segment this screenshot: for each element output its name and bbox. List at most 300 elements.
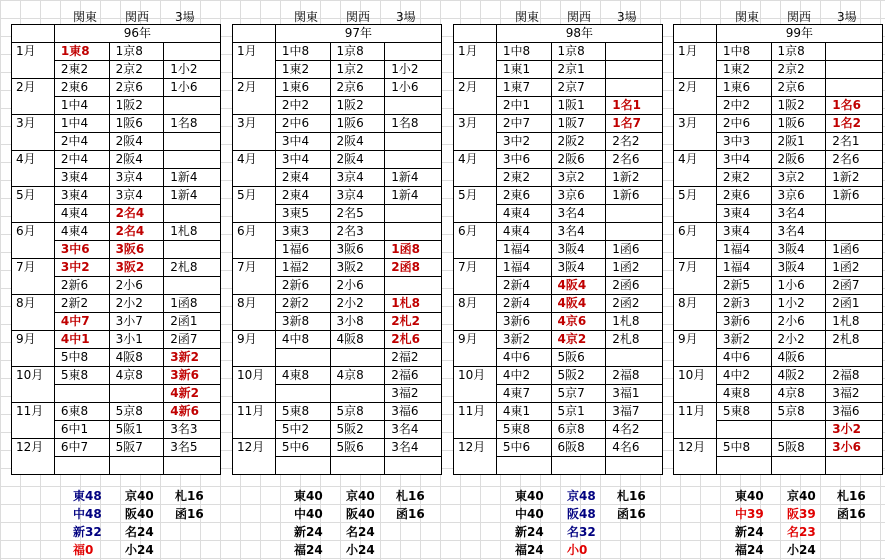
month-cell[interactable] bbox=[674, 97, 717, 115]
kansai-cell[interactable]: 5京1 bbox=[551, 403, 606, 421]
kanto-cell[interactable]: 3中2 bbox=[496, 133, 551, 151]
table-row[interactable] bbox=[233, 277, 442, 295]
kanto-cell[interactable]: 4中2 bbox=[496, 367, 551, 385]
table-row[interactable] bbox=[674, 457, 883, 475]
month-cell[interactable] bbox=[233, 97, 276, 115]
month-cell[interactable] bbox=[454, 61, 497, 79]
kanto-cell[interactable]: 2東2 bbox=[496, 169, 551, 187]
table-row[interactable] bbox=[454, 421, 663, 439]
third-venue-cell[interactable]: 2函7 bbox=[826, 277, 883, 295]
month-cell[interactable]: 7月 bbox=[233, 259, 276, 277]
month-cell[interactable]: 1月 bbox=[454, 43, 497, 61]
third-venue-cell[interactable]: 1函6 bbox=[826, 241, 883, 259]
kansai-cell[interactable]: 2名4 bbox=[109, 205, 164, 223]
month-cell[interactable]: 12月 bbox=[233, 439, 276, 457]
month-cell[interactable]: 5月 bbox=[12, 187, 55, 205]
table-row[interactable] bbox=[233, 295, 442, 313]
month-cell[interactable]: 9月 bbox=[12, 331, 55, 349]
kansai-cell[interactable]: 3名4 bbox=[771, 205, 826, 223]
third-venue-cell[interactable]: 4新2 bbox=[164, 385, 221, 403]
third-venue-cell[interactable] bbox=[385, 277, 442, 295]
table-row[interactable] bbox=[12, 133, 221, 151]
third-venue-cell[interactable] bbox=[385, 151, 442, 169]
table-row[interactable] bbox=[674, 439, 883, 457]
kansai-cell[interactable]: 5京8 bbox=[109, 403, 164, 421]
month-cell[interactable] bbox=[12, 385, 55, 403]
third-venue-cell[interactable] bbox=[826, 349, 883, 367]
kanto-cell[interactable]: 2新3 bbox=[716, 295, 771, 313]
third-venue-cell[interactable]: 3新2 bbox=[164, 349, 221, 367]
kansai-cell[interactable]: 3京2 bbox=[771, 169, 826, 187]
kanto-cell[interactable]: 2東2 bbox=[716, 169, 771, 187]
kansai-cell[interactable]: 3名4 bbox=[551, 205, 606, 223]
third-venue-cell[interactable]: 1新4 bbox=[164, 169, 221, 187]
table-row[interactable] bbox=[674, 259, 883, 277]
kansai-cell[interactable]: 3阪2 bbox=[109, 259, 164, 277]
table-row[interactable] bbox=[12, 331, 221, 349]
table-row[interactable] bbox=[674, 223, 883, 241]
month-cell[interactable]: 7月 bbox=[454, 259, 497, 277]
table-row[interactable] bbox=[454, 223, 663, 241]
table-row[interactable] bbox=[454, 169, 663, 187]
third-venue-cell[interactable]: 3名4 bbox=[385, 421, 442, 439]
table-row[interactable] bbox=[454, 385, 663, 403]
table-row[interactable] bbox=[233, 259, 442, 277]
table-row[interactable] bbox=[12, 439, 221, 457]
third-venue-cell[interactable] bbox=[606, 223, 663, 241]
kanto-cell[interactable]: 2中4 bbox=[54, 133, 109, 151]
kanto-cell[interactable]: 2中6 bbox=[275, 115, 330, 133]
kansai-cell[interactable]: 2阪4 bbox=[109, 133, 164, 151]
kanto-cell[interactable]: 1東6 bbox=[716, 79, 771, 97]
month-cell[interactable] bbox=[233, 277, 276, 295]
kansai-cell[interactable]: 3阪4 bbox=[551, 241, 606, 259]
third-venue-cell[interactable]: 1名7 bbox=[606, 115, 663, 133]
third-venue-cell[interactable]: 1札8 bbox=[606, 313, 663, 331]
third-venue-cell[interactable]: 1小2 bbox=[385, 61, 442, 79]
kansai-cell[interactable]: 3京4 bbox=[109, 187, 164, 205]
month-cell[interactable]: 3月 bbox=[12, 115, 55, 133]
kanto-cell[interactable] bbox=[275, 457, 330, 475]
kansai-cell[interactable]: 4阪6 bbox=[771, 349, 826, 367]
kansai-cell[interactable]: 5京7 bbox=[551, 385, 606, 403]
kanto-cell[interactable]: 3中4 bbox=[275, 133, 330, 151]
kansai-cell[interactable]: 6京8 bbox=[551, 421, 606, 439]
kansai-cell[interactable]: 3阪4 bbox=[551, 259, 606, 277]
kansai-cell[interactable]: 5阪2 bbox=[330, 421, 385, 439]
kanto-cell[interactable]: 5東8 bbox=[54, 367, 109, 385]
table-row[interactable] bbox=[454, 151, 663, 169]
third-venue-cell[interactable]: 1新2 bbox=[826, 169, 883, 187]
month-cell[interactable]: 9月 bbox=[454, 331, 497, 349]
third-venue-cell[interactable] bbox=[385, 43, 442, 61]
third-venue-cell[interactable]: 2函7 bbox=[164, 331, 221, 349]
third-venue-cell[interactable]: 1新4 bbox=[164, 187, 221, 205]
third-venue-cell[interactable]: 2福8 bbox=[826, 367, 883, 385]
table-row[interactable] bbox=[12, 151, 221, 169]
kansai-cell[interactable]: 4阪2 bbox=[771, 367, 826, 385]
third-venue-cell[interactable]: 2函1 bbox=[826, 295, 883, 313]
month-cell[interactable] bbox=[454, 97, 497, 115]
table-row[interactable] bbox=[674, 133, 883, 151]
kansai-cell[interactable]: 5阪8 bbox=[771, 439, 826, 457]
month-cell[interactable] bbox=[12, 205, 55, 223]
table-row[interactable] bbox=[674, 187, 883, 205]
kanto-cell[interactable]: 1東2 bbox=[275, 61, 330, 79]
table-row[interactable] bbox=[12, 457, 221, 475]
table-row[interactable] bbox=[12, 43, 221, 61]
kansai-cell[interactable]: 2阪6 bbox=[551, 151, 606, 169]
third-venue-cell[interactable]: 1函2 bbox=[606, 259, 663, 277]
month-cell[interactable] bbox=[12, 277, 55, 295]
month-cell[interactable]: 5月 bbox=[233, 187, 276, 205]
month-cell[interactable]: 4月 bbox=[674, 151, 717, 169]
kansai-cell[interactable]: 1阪6 bbox=[330, 115, 385, 133]
table-row[interactable] bbox=[233, 43, 442, 61]
month-cell[interactable] bbox=[12, 169, 55, 187]
kanto-cell[interactable]: 1東6 bbox=[275, 79, 330, 97]
third-venue-cell[interactable]: 3名5 bbox=[164, 439, 221, 457]
kanto-cell[interactable]: 2新2 bbox=[275, 295, 330, 313]
kanto-cell[interactable]: 2東6 bbox=[54, 79, 109, 97]
kanto-cell[interactable]: 5中2 bbox=[275, 421, 330, 439]
kansai-cell[interactable]: 3阪2 bbox=[330, 259, 385, 277]
third-venue-cell[interactable]: 2札8 bbox=[164, 259, 221, 277]
third-venue-cell[interactable] bbox=[826, 205, 883, 223]
third-venue-cell[interactable]: 3小2 bbox=[826, 421, 883, 439]
table-row[interactable] bbox=[12, 277, 221, 295]
kansai-cell[interactable]: 2京1 bbox=[551, 61, 606, 79]
month-cell[interactable] bbox=[233, 457, 276, 475]
kansai-cell[interactable]: 3阪6 bbox=[109, 241, 164, 259]
third-venue-cell[interactable]: 3名4 bbox=[385, 439, 442, 457]
kanto-cell[interactable] bbox=[54, 457, 109, 475]
kanto-cell[interactable]: 6中7 bbox=[54, 439, 109, 457]
third-venue-cell[interactable]: 1札8 bbox=[164, 223, 221, 241]
kanto-cell[interactable]: 6中1 bbox=[54, 421, 109, 439]
kanto-cell[interactable]: 1中4 bbox=[54, 115, 109, 133]
third-venue-cell[interactable]: 3福7 bbox=[606, 403, 663, 421]
third-venue-cell[interactable] bbox=[385, 457, 442, 475]
kanto-cell[interactable] bbox=[716, 421, 771, 439]
month-cell[interactable] bbox=[233, 133, 276, 151]
third-venue-cell[interactable]: 1小6 bbox=[164, 79, 221, 97]
kanto-cell[interactable]: 2東6 bbox=[496, 187, 551, 205]
third-venue-cell[interactable] bbox=[164, 97, 221, 115]
kanto-cell[interactable]: 1中4 bbox=[54, 97, 109, 115]
kansai-cell[interactable]: 2阪4 bbox=[109, 151, 164, 169]
table-row[interactable] bbox=[674, 61, 883, 79]
third-venue-cell[interactable] bbox=[606, 61, 663, 79]
third-venue-cell[interactable]: 2名6 bbox=[606, 151, 663, 169]
third-venue-cell[interactable]: 2札6 bbox=[385, 331, 442, 349]
kansai-cell[interactable] bbox=[771, 457, 826, 475]
month-cell[interactable]: 6月 bbox=[12, 223, 55, 241]
table-row[interactable] bbox=[12, 421, 221, 439]
kansai-cell[interactable]: 3京2 bbox=[551, 169, 606, 187]
third-venue-cell[interactable]: 2札8 bbox=[826, 331, 883, 349]
kanto-cell[interactable]: 4中6 bbox=[496, 349, 551, 367]
kansai-cell[interactable]: 2小6 bbox=[109, 277, 164, 295]
kanto-cell[interactable]: 2東4 bbox=[275, 169, 330, 187]
kanto-cell[interactable]: 2新5 bbox=[716, 277, 771, 295]
kansai-cell[interactable]: 1阪2 bbox=[109, 97, 164, 115]
month-cell[interactable] bbox=[233, 313, 276, 331]
third-venue-cell[interactable] bbox=[606, 43, 663, 61]
table-row[interactable] bbox=[12, 367, 221, 385]
kanto-cell[interactable]: 3新2 bbox=[716, 331, 771, 349]
third-venue-cell[interactable]: 1新6 bbox=[606, 187, 663, 205]
kansai-cell[interactable]: 4京8 bbox=[330, 367, 385, 385]
kansai-cell[interactable]: 3小7 bbox=[109, 313, 164, 331]
kanto-cell[interactable] bbox=[275, 349, 330, 367]
kanto-cell[interactable]: 2中6 bbox=[716, 115, 771, 133]
month-cell[interactable]: 6月 bbox=[674, 223, 717, 241]
kansai-cell[interactable]: 1京8 bbox=[109, 43, 164, 61]
month-cell[interactable]: 12月 bbox=[674, 439, 717, 457]
kansai-cell[interactable]: 4阪4 bbox=[551, 295, 606, 313]
kanto-cell[interactable]: 4東4 bbox=[54, 223, 109, 241]
table-row[interactable] bbox=[674, 403, 883, 421]
kansai-cell[interactable]: 2京2 bbox=[109, 61, 164, 79]
table-row[interactable] bbox=[12, 115, 221, 133]
month-cell[interactable] bbox=[454, 169, 497, 187]
table-row[interactable] bbox=[12, 385, 221, 403]
table-row[interactable] bbox=[12, 349, 221, 367]
third-venue-cell[interactable]: 3福2 bbox=[385, 385, 442, 403]
kanto-cell[interactable]: 2中2 bbox=[275, 97, 330, 115]
third-venue-cell[interactable]: 2函8 bbox=[385, 259, 442, 277]
table-row[interactable] bbox=[233, 169, 442, 187]
table-row[interactable] bbox=[233, 439, 442, 457]
table-row[interactable] bbox=[454, 367, 663, 385]
month-cell[interactable] bbox=[454, 421, 497, 439]
third-venue-cell[interactable]: 1函6 bbox=[606, 241, 663, 259]
kansai-cell[interactable]: 1阪6 bbox=[109, 115, 164, 133]
table-row[interactable] bbox=[233, 115, 442, 133]
kansai-cell[interactable]: 1小2 bbox=[771, 295, 826, 313]
third-venue-cell[interactable]: 2名6 bbox=[826, 151, 883, 169]
month-cell[interactable] bbox=[674, 61, 717, 79]
table-row[interactable] bbox=[12, 241, 221, 259]
table-row[interactable] bbox=[454, 205, 663, 223]
kansai-cell[interactable]: 1京8 bbox=[771, 43, 826, 61]
table-row[interactable] bbox=[12, 97, 221, 115]
kansai-cell[interactable]: 3阪4 bbox=[771, 259, 826, 277]
table-row[interactable] bbox=[454, 313, 663, 331]
month-cell[interactable]: 8月 bbox=[674, 295, 717, 313]
table-row[interactable] bbox=[233, 385, 442, 403]
kanto-cell[interactable]: 3新2 bbox=[496, 331, 551, 349]
month-cell[interactable] bbox=[233, 241, 276, 259]
third-venue-cell[interactable] bbox=[164, 133, 221, 151]
kansai-cell[interactable]: 4京8 bbox=[771, 385, 826, 403]
month-cell[interactable]: 3月 bbox=[454, 115, 497, 133]
month-cell[interactable]: 2月 bbox=[12, 79, 55, 97]
table-row[interactable] bbox=[12, 169, 221, 187]
month-cell[interactable] bbox=[454, 385, 497, 403]
kanto-cell[interactable]: 2新4 bbox=[496, 277, 551, 295]
kansai-cell[interactable]: 3京6 bbox=[551, 187, 606, 205]
kansai-cell[interactable]: 1京8 bbox=[551, 43, 606, 61]
month-cell[interactable] bbox=[233, 421, 276, 439]
kansai-cell[interactable]: 1小6 bbox=[771, 277, 826, 295]
kanto-cell[interactable]: 1東8 bbox=[54, 43, 109, 61]
kanto-cell[interactable]: 3中4 bbox=[716, 151, 771, 169]
kanto-cell[interactable]: 1福4 bbox=[716, 241, 771, 259]
kansai-cell[interactable]: 2名3 bbox=[330, 223, 385, 241]
third-venue-cell[interactable]: 1新4 bbox=[385, 187, 442, 205]
kansai-cell[interactable]: 2阪4 bbox=[330, 151, 385, 169]
third-venue-cell[interactable] bbox=[606, 457, 663, 475]
kanto-cell[interactable]: 4東7 bbox=[496, 385, 551, 403]
month-cell[interactable] bbox=[454, 133, 497, 151]
third-venue-cell[interactable]: 2福8 bbox=[606, 367, 663, 385]
table-row[interactable] bbox=[233, 349, 442, 367]
kanto-cell[interactable]: 1中8 bbox=[275, 43, 330, 61]
table-row[interactable] bbox=[674, 349, 883, 367]
table-row[interactable] bbox=[233, 403, 442, 421]
table-row[interactable] bbox=[12, 187, 221, 205]
kansai-cell[interactable]: 3小8 bbox=[330, 313, 385, 331]
month-cell[interactable] bbox=[454, 457, 497, 475]
month-cell[interactable]: 3月 bbox=[674, 115, 717, 133]
kanto-cell[interactable]: 2中2 bbox=[716, 97, 771, 115]
kansai-cell[interactable]: 4京6 bbox=[551, 313, 606, 331]
table-row[interactable] bbox=[674, 79, 883, 97]
kanto-cell[interactable]: 4中1 bbox=[54, 331, 109, 349]
kansai-cell[interactable] bbox=[109, 385, 164, 403]
third-venue-cell[interactable]: 1小2 bbox=[164, 61, 221, 79]
third-venue-cell[interactable]: 1函2 bbox=[826, 259, 883, 277]
table-row[interactable] bbox=[12, 313, 221, 331]
kansai-cell[interactable]: 5阪6 bbox=[330, 439, 385, 457]
kanto-cell[interactable]: 2新2 bbox=[54, 295, 109, 313]
kansai-cell[interactable]: 1京2 bbox=[330, 61, 385, 79]
table-row[interactable] bbox=[233, 313, 442, 331]
third-venue-cell[interactable]: 2札2 bbox=[385, 313, 442, 331]
month-cell[interactable] bbox=[674, 277, 717, 295]
month-cell[interactable] bbox=[674, 457, 717, 475]
kanto-cell[interactable]: 2新4 bbox=[496, 295, 551, 313]
kanto-cell[interactable]: 5東8 bbox=[275, 403, 330, 421]
table-row[interactable] bbox=[454, 259, 663, 277]
month-cell[interactable] bbox=[12, 421, 55, 439]
kansai-cell[interactable] bbox=[109, 457, 164, 475]
month-cell[interactable] bbox=[674, 349, 717, 367]
third-venue-cell[interactable] bbox=[385, 223, 442, 241]
kansai-cell[interactable] bbox=[330, 457, 385, 475]
table-row[interactable] bbox=[233, 367, 442, 385]
month-cell[interactable] bbox=[12, 241, 55, 259]
third-venue-cell[interactable]: 2函6 bbox=[606, 277, 663, 295]
kanto-cell[interactable]: 3東4 bbox=[716, 205, 771, 223]
table-row[interactable] bbox=[674, 295, 883, 313]
third-venue-cell[interactable]: 3名3 bbox=[164, 421, 221, 439]
month-cell[interactable]: 6月 bbox=[454, 223, 497, 241]
kanto-cell[interactable]: 4東4 bbox=[496, 223, 551, 241]
kansai-cell[interactable]: 3小1 bbox=[109, 331, 164, 349]
table-row[interactable] bbox=[12, 61, 221, 79]
month-cell[interactable]: 5月 bbox=[674, 187, 717, 205]
table-row[interactable] bbox=[454, 331, 663, 349]
table-row[interactable] bbox=[454, 187, 663, 205]
third-venue-cell[interactable]: 3福6 bbox=[826, 403, 883, 421]
month-cell[interactable] bbox=[233, 385, 276, 403]
kanto-cell[interactable]: 5中6 bbox=[275, 439, 330, 457]
month-cell[interactable] bbox=[12, 457, 55, 475]
third-venue-cell[interactable] bbox=[164, 43, 221, 61]
third-venue-cell[interactable] bbox=[826, 457, 883, 475]
kansai-cell[interactable]: 2小2 bbox=[330, 295, 385, 313]
table-row[interactable] bbox=[12, 259, 221, 277]
kansai-cell[interactable] bbox=[551, 457, 606, 475]
kanto-cell[interactable]: 1福4 bbox=[716, 259, 771, 277]
month-cell[interactable] bbox=[674, 313, 717, 331]
third-venue-cell[interactable]: 3福2 bbox=[826, 385, 883, 403]
kanto-cell[interactable] bbox=[275, 385, 330, 403]
kanto-cell[interactable]: 5中6 bbox=[496, 439, 551, 457]
table-row[interactable] bbox=[454, 457, 663, 475]
kansai-cell[interactable]: 1阪2 bbox=[330, 97, 385, 115]
table-row[interactable] bbox=[674, 205, 883, 223]
month-cell[interactable]: 5月 bbox=[454, 187, 497, 205]
third-venue-cell[interactable]: 3小6 bbox=[826, 439, 883, 457]
kansai-cell[interactable]: 2阪6 bbox=[771, 151, 826, 169]
table-row[interactable] bbox=[674, 241, 883, 259]
kansai-cell[interactable]: 5阪1 bbox=[109, 421, 164, 439]
kanto-cell[interactable]: 1福2 bbox=[275, 259, 330, 277]
table-row[interactable] bbox=[233, 133, 442, 151]
third-venue-cell[interactable] bbox=[826, 43, 883, 61]
third-venue-cell[interactable]: 1名6 bbox=[826, 97, 883, 115]
kanto-cell[interactable] bbox=[496, 457, 551, 475]
table-row[interactable] bbox=[233, 223, 442, 241]
month-cell[interactable]: 2月 bbox=[233, 79, 276, 97]
third-venue-cell[interactable]: 4名6 bbox=[606, 439, 663, 457]
table-row[interactable] bbox=[674, 277, 883, 295]
kanto-cell[interactable]: 3新8 bbox=[275, 313, 330, 331]
third-venue-cell[interactable]: 1名1 bbox=[606, 97, 663, 115]
table-row[interactable] bbox=[233, 331, 442, 349]
kanto-cell[interactable]: 4東8 bbox=[716, 385, 771, 403]
table-row[interactable] bbox=[233, 241, 442, 259]
table-row[interactable] bbox=[454, 61, 663, 79]
third-venue-cell[interactable]: 1小6 bbox=[385, 79, 442, 97]
table-row[interactable] bbox=[674, 97, 883, 115]
month-cell[interactable]: 8月 bbox=[12, 295, 55, 313]
kanto-cell[interactable]: 1福4 bbox=[496, 241, 551, 259]
month-cell[interactable]: 9月 bbox=[674, 331, 717, 349]
kanto-cell[interactable]: 5中8 bbox=[716, 439, 771, 457]
table-row[interactable] bbox=[674, 367, 883, 385]
table-row[interactable] bbox=[454, 133, 663, 151]
table-row[interactable] bbox=[674, 151, 883, 169]
third-venue-cell[interactable]: 1新4 bbox=[385, 169, 442, 187]
table-row[interactable] bbox=[454, 403, 663, 421]
third-venue-cell[interactable]: 4名2 bbox=[606, 421, 663, 439]
kanto-cell[interactable]: 1福6 bbox=[275, 241, 330, 259]
third-venue-cell[interactable] bbox=[385, 133, 442, 151]
third-venue-cell[interactable] bbox=[385, 205, 442, 223]
kansai-cell[interactable]: 2小2 bbox=[771, 331, 826, 349]
month-cell[interactable]: 1月 bbox=[674, 43, 717, 61]
kanto-cell[interactable] bbox=[54, 385, 109, 403]
third-venue-cell[interactable] bbox=[164, 277, 221, 295]
third-venue-cell[interactable]: 1新6 bbox=[826, 187, 883, 205]
third-venue-cell[interactable]: 2福2 bbox=[385, 349, 442, 367]
month-cell[interactable]: 11月 bbox=[454, 403, 497, 421]
